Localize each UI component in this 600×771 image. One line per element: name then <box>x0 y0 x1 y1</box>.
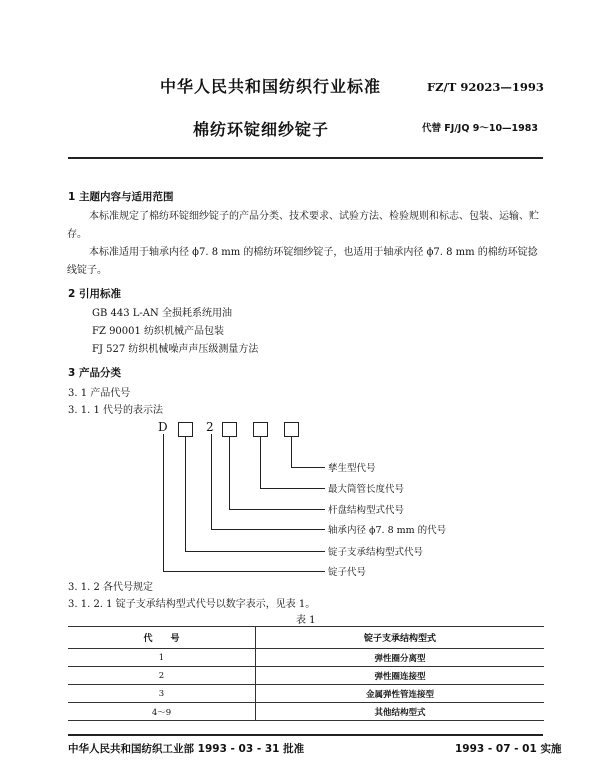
section1-para1: 本标准规定了棉纺环锭细纱锭子的产品分类、技术要求、试验方法、检验规则和标志、包装、运输、贮存。 <box>67 211 539 240</box>
reference-item: GB 443 L-AN 全损耗系统用油 <box>92 308 232 319</box>
code-slot-box <box>178 422 193 437</box>
table-cell-code: 4～9 <box>68 703 256 721</box>
leader-line <box>211 434 212 530</box>
section1-heading: 1 主题内容与适用范围 <box>68 191 174 203</box>
table-cell-type: 其他结构型式 <box>256 703 545 721</box>
approval-line: 中华人民共和国纺织工业部 1993 - 03 - 31 批准 <box>68 743 305 755</box>
table-cell-type: 金属弹性管连接型 <box>256 685 545 703</box>
table-cell-type: 弹性圈分离型 <box>256 649 545 667</box>
subsection-3-1-2-1: 3. 1. 2. 1 锭子支承结构型式代号以数字表示，见表 1。 <box>68 599 316 610</box>
leader-line <box>291 437 292 468</box>
header-rule <box>68 157 543 159</box>
diagram-label: 锭子支承结构型式代号 <box>328 547 424 558</box>
code-slot-box <box>253 422 268 437</box>
subsection-3-1: 3. 1 产品代号 <box>68 388 131 399</box>
leader-line <box>163 571 325 572</box>
section2-heading: 2 引用标准 <box>68 288 121 300</box>
leader-line <box>260 488 325 489</box>
table-cell-type: 弹性圈连接型 <box>256 667 545 685</box>
diagram-label: 轴承内径 ϕ7. 8 mm 的代号 <box>328 525 447 536</box>
leader-line <box>229 437 230 510</box>
table-1 <box>68 626 544 721</box>
diagram-label: 杆盘结构型式代号 <box>328 505 405 516</box>
code-prefix-d: D <box>158 420 168 434</box>
table-title: 表 1 <box>296 615 316 626</box>
table-row <box>68 703 544 721</box>
replaces-note: 代替 FJ/JQ 9～10—1983 <box>422 123 538 134</box>
footer-rule <box>68 734 543 736</box>
leader-line <box>185 551 325 552</box>
standard-title: 中华人民共和国纺织行业标准 <box>160 77 382 96</box>
table-header-row <box>68 627 544 649</box>
subsection-3-1-2: 3. 1. 2 各代号规定 <box>68 582 153 593</box>
code-slot-box <box>284 422 299 437</box>
diagram-label: 最大筒管长度代号 <box>328 484 405 495</box>
diagram-label: 锭子代号 <box>328 567 367 578</box>
leader-line <box>185 437 186 552</box>
code-slot-box <box>222 422 237 437</box>
leader-line <box>260 437 261 489</box>
section1-para2: 本标准适用于轴承内径 ϕ7. 8 mm 的棉纺环锭细纱锭子，也适用于轴承内径 ϕ7. 8 mm 的棉纺环锭捻线锭子。 <box>67 247 538 276</box>
reference-item: FJ 527 纺织机械噪声声压级测量方法 <box>92 344 259 355</box>
implementation-date: 1993 - 07 - 01 实施 <box>455 743 562 755</box>
leader-line <box>163 434 164 572</box>
table-row <box>68 649 544 667</box>
table-cell-code: 1 <box>68 649 256 667</box>
reference-item: FZ 90001 纺织机械产品包装 <box>92 326 225 337</box>
standard-code: FZ/T 92023—1993 <box>427 80 544 94</box>
code-digit: 2 <box>206 420 214 434</box>
table-cell-code: 3 <box>68 685 256 703</box>
table-cell-code: 2 <box>68 667 256 685</box>
document-title: 棉纺环锭细纱锭子 <box>193 120 330 139</box>
subsection-3-1-1: 3. 1. 1 代号的表示法 <box>68 405 163 416</box>
table-header-cell: 锭子支承结构型式 <box>256 627 545 649</box>
table-row <box>68 667 544 685</box>
table-row <box>68 685 544 703</box>
leader-line <box>211 529 325 530</box>
leader-line <box>229 509 325 510</box>
section3-heading: 3 产品分类 <box>68 367 121 379</box>
table-header-cell: 代 号 <box>68 627 256 649</box>
diagram-label: 孳生型代号 <box>328 463 376 474</box>
leader-line <box>291 467 325 468</box>
